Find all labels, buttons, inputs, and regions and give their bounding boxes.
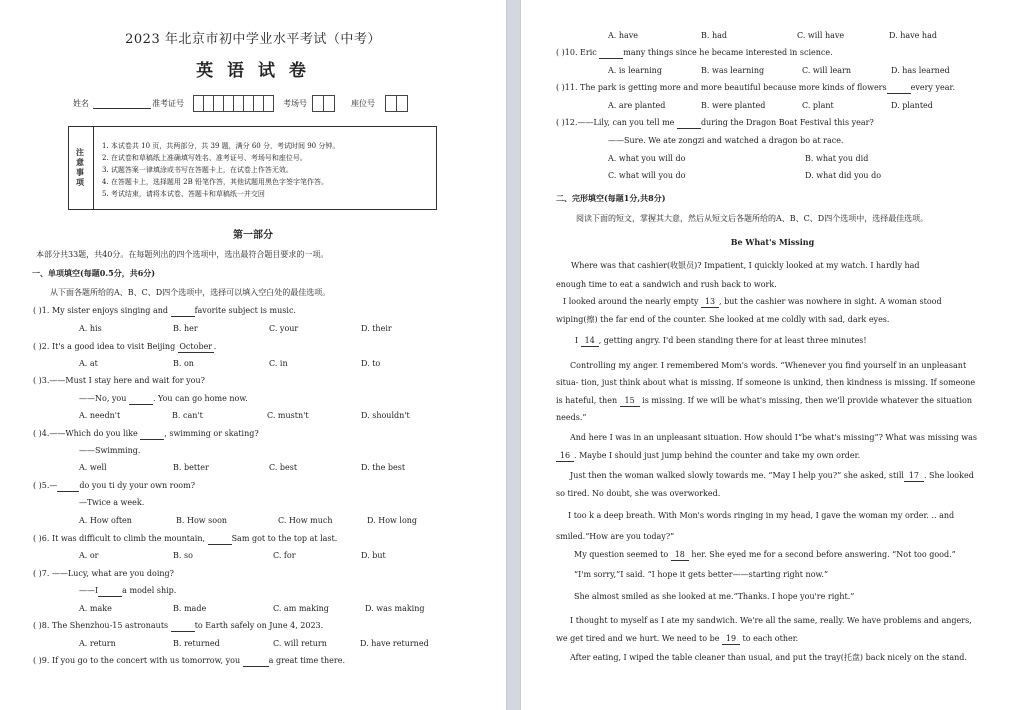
q5-reply: —Twice a week. [79,498,145,507]
q2-option-b[interactable]: B. on [173,359,194,368]
q7-reply: ——I a model ship. [79,586,177,595]
notice-item: 3. 试题答案一律填涂或书写在答题卡上，在试卷上作答无效。 [102,166,293,174]
exam-no-boxes[interactable] [193,95,273,112]
q4-option-a[interactable]: A. well [79,463,107,472]
q11-option-d[interactable]: D. planted [891,101,933,110]
q9-option-b[interactable]: B. had [701,31,728,40]
passage-line: we get tired and we hurt. We need to be 19 to each other. [556,634,799,643]
passage-line: Controlling my anger. I remembered Mom's words. “Whenever you find yourself in an unpleasant [570,361,967,370]
q10-option-c[interactable]: C. will learn [802,66,852,75]
passage-line: situa- tion, just think about what is missing. If someone is unkind, then kindness is missing. If someone [556,378,976,387]
section1-instructions: 从下面各题所给的A、B、C、D四个选项中，选择可以填入空白处的最佳选项。 [50,288,331,297]
seat-label: 座位号 [351,99,375,108]
name-label: 姓名 [73,99,89,108]
q1-option-b[interactable]: B. her [173,324,198,333]
notice-item: 2. 在试卷和草稿纸上准确填写姓名、准考证号、考场号和座位号。 [102,154,307,162]
passage-line: Just then the woman walked slowly towards me. “May I help you?” she asked, still 17 . She looked [570,471,974,480]
question-6: ( )6. It was difficult to climb the mountain, Sam got to the top at last. [33,534,338,543]
q10-option-b[interactable]: B. was learning [701,66,765,75]
q8-option-c[interactable]: C. will return [273,639,327,648]
question-10: ( )10. Eric many things since he became interested in science. [556,48,833,57]
q11-option-c[interactable]: C. plant [802,101,834,110]
passage-line: smiled.“How are you today?” [556,532,675,541]
blank-13: 13 [701,297,719,308]
q5-option-c[interactable]: C. How much [278,516,333,525]
q12-reply: ——Sure. We ate zongzi and watched a dragon bo at race. [608,136,844,145]
q12-option-c[interactable]: C. what will you do [608,171,686,180]
section1-title: 一、单项填空(每题0.5分，共6分) [32,268,156,278]
q3-option-c[interactable]: C. mustn't [267,411,309,420]
passage-line: And here I was in an unpleasant situation. How should I“be what's missing”? What was missing was [570,433,978,442]
section2-title: 二、完形填空(每题1分,共8分) [556,193,666,203]
q6-option-c[interactable]: C. for [273,551,296,560]
question-7: ( )7. ——Lucy, what are you doing? [33,569,174,578]
q7-option-d[interactable]: D. was making [365,604,425,613]
q12-option-d[interactable]: D. what did you do [805,171,882,180]
notice-label [69,127,94,209]
document-page-left [0,0,506,710]
passage-line: wiping(擦) the far end of the counter. She looked at me coldly with sad, dark eyes. [556,315,890,324]
question-5: ( )5.— do you ti dy your own room? [33,481,195,490]
blank-19: 19 [722,634,740,645]
q11-option-a[interactable]: A. are planted [608,101,666,110]
exam-no-label: 准考证号 [152,99,184,108]
passage-line: is hateful, then 15 is missing. If we will be what's missing, then we'll provide whatever the situation [556,396,973,405]
passage-line: I too k a deep breath. With Mon's words ringing in my head, I gave the woman my order. .. and [568,511,955,520]
notice-item: 4. 在答题卡上，选择题用 2B 铅笔作答，其他试题用黑色字签字笔作答。 [102,178,328,186]
q12-option-a[interactable]: A. what you will do [608,154,686,163]
q4-option-b[interactable]: B. better [173,463,209,472]
passage-line: My question seemed to 18 her. She eyed me for a second before answering. “Not too good.” [574,550,956,559]
seat-boxes[interactable] [385,95,407,112]
question-4: ( )4.——Which do you like , swimming or skating? [33,429,259,438]
blank-14: 14 [581,336,599,347]
q1-option-a[interactable]: A. his [79,324,102,333]
subject-title: 英 语 试 卷 [196,61,310,81]
q4-reply: ——Swimming. [79,446,141,455]
q12-option-b[interactable]: B. what you did [805,154,869,163]
room-label: 考场号 [283,99,307,108]
blank-18: 18 [671,550,689,561]
q6-option-d[interactable]: D. but [361,551,386,560]
room-boxes[interactable] [312,95,334,112]
passage-line: Where was that cashier(收银员)? Impatient, I quickly looked at my watch. I hardly had [571,261,920,270]
passage-title: Be What's Missing [730,237,815,247]
q2-option-c[interactable]: C. in [269,359,288,368]
passage-line: enough time to eat a sandwich and rush back to work. [556,280,777,289]
q11-option-b[interactable]: B. were planted [701,101,766,110]
passage-line: She almost smiled as she looked at me.“Thanks. I hope you're right.” [574,592,855,601]
section2-instructions: 阅读下面的短文，掌握其大意，然后从短文后各题所给的A、B、C、D四个选项中，选择最佳选项。 [576,214,929,223]
question-11: ( )11. The park is getting more and more beautiful because more kinds of flowers every year. [556,83,955,92]
q1-option-d[interactable]: D. their [361,324,392,333]
blank-16: 16 [556,451,574,462]
q6-option-b[interactable]: B. so [173,551,193,560]
notice-char: 注 [76,148,84,157]
q10-option-a[interactable]: A. is learning [608,66,662,75]
question-3: ( )3.——Must I stay here and wait for you? [33,376,205,385]
q4-option-c[interactable]: C. best [269,463,298,472]
notice-char: 事 [76,168,84,177]
q2-option-a[interactable]: A. at [79,359,98,368]
q1-option-c[interactable]: C. your [269,324,299,333]
passage-line: I looked around the nearly empty 13 , but the cashier was nowhere in sight. A woman stood [563,297,942,306]
page-gutter [506,0,521,710]
q10-option-d[interactable]: D. has learned [891,66,950,75]
question-12: ( )12.——Lily, can you tell me during the Dragon Boat Festival this year? [556,118,874,127]
document-page-right [521,0,1024,710]
q9-option-a[interactable]: A. have [608,31,639,40]
q4-option-d[interactable]: D. the best [361,463,406,472]
notice-char: 意 [76,158,84,167]
notice-item: 5. 考试结束，请将本试卷、答题卡和草稿纸一并交回 [102,190,265,198]
passage-line: needs.” [556,413,587,422]
q6-option-a[interactable]: A. or [79,551,99,560]
q8-option-a[interactable]: A. return [79,639,116,648]
q3-reply: ——No, you . You can go home now. [79,394,248,403]
blank-17: 17 [904,471,924,482]
q5-option-a[interactable]: A. How often [79,516,132,525]
q9-option-d[interactable]: D. have had [889,31,937,40]
part-intro: 本部分共33题，共40分。在每题列出的四个选项中，选出最符合题目要求的一项。 [36,250,329,259]
question-2: ( )2. It's a good idea to visit Beijing October . [33,342,217,351]
notice-item: 1. 本试卷共 10 页，共两部分，共 39 题，满分 60 分，考试时间 90 分钟。 [102,142,340,150]
passage-line: 16 . Maybe I should just jump behind the counter and take my own order. [556,451,860,462]
question-9: ( )9. If you go to the concert with us tomorrow, you a great time there. [33,656,345,665]
notice-box [68,126,437,210]
q7-option-c[interactable]: C. am making [273,604,329,613]
part-title: 第一部分 [233,230,273,241]
q8-option-b[interactable]: B. returned [173,639,220,648]
exam-title: 2023 年北京市初中学业水平考试（中考） [125,32,381,47]
q3-option-a[interactable]: A. needn't [79,411,121,420]
blank-15: 15 [620,396,640,407]
passage-line: “I'm sorry,”I said. “I hope it gets better——starting right now.” [574,570,829,579]
q2-option-d[interactable]: D. to [361,359,381,368]
question-8: ( )8. The Shenzhou-15 astronauts to Earth safely on June 4, 2023. [33,621,324,630]
question-1: ( )1. My sister enjoys singing and favorite subject is music. [33,306,296,315]
q3-option-d[interactable]: D. shouldn't [361,411,410,420]
q5-option-b[interactable]: B. How soon [176,516,228,525]
name-field[interactable] [93,108,151,109]
q7-option-b[interactable]: B. made [173,604,207,613]
notice-char: 项 [76,178,84,187]
passage-line: I thought to myself as I ate my sandwich. We're all the same, really. We have problems and angers, [570,616,972,625]
q5-option-d[interactable]: D. How long [367,516,418,525]
q9-option-c[interactable]: C. will have [797,31,845,40]
passage-line: After eating, I wiped the table cleaner than usual, and put the tray(托盘) back nicely on the stand. [570,653,967,662]
passage-line: I 14 , getting angry. I'd been standing there for at least three minutes! [575,336,867,345]
passage-line: so tired. No doubt, she was overworked. [556,489,721,498]
q3-option-b[interactable]: B. can't [172,411,203,420]
q8-option-d[interactable]: D. have returned [360,639,429,648]
q7-option-a[interactable]: A. make [79,604,112,613]
